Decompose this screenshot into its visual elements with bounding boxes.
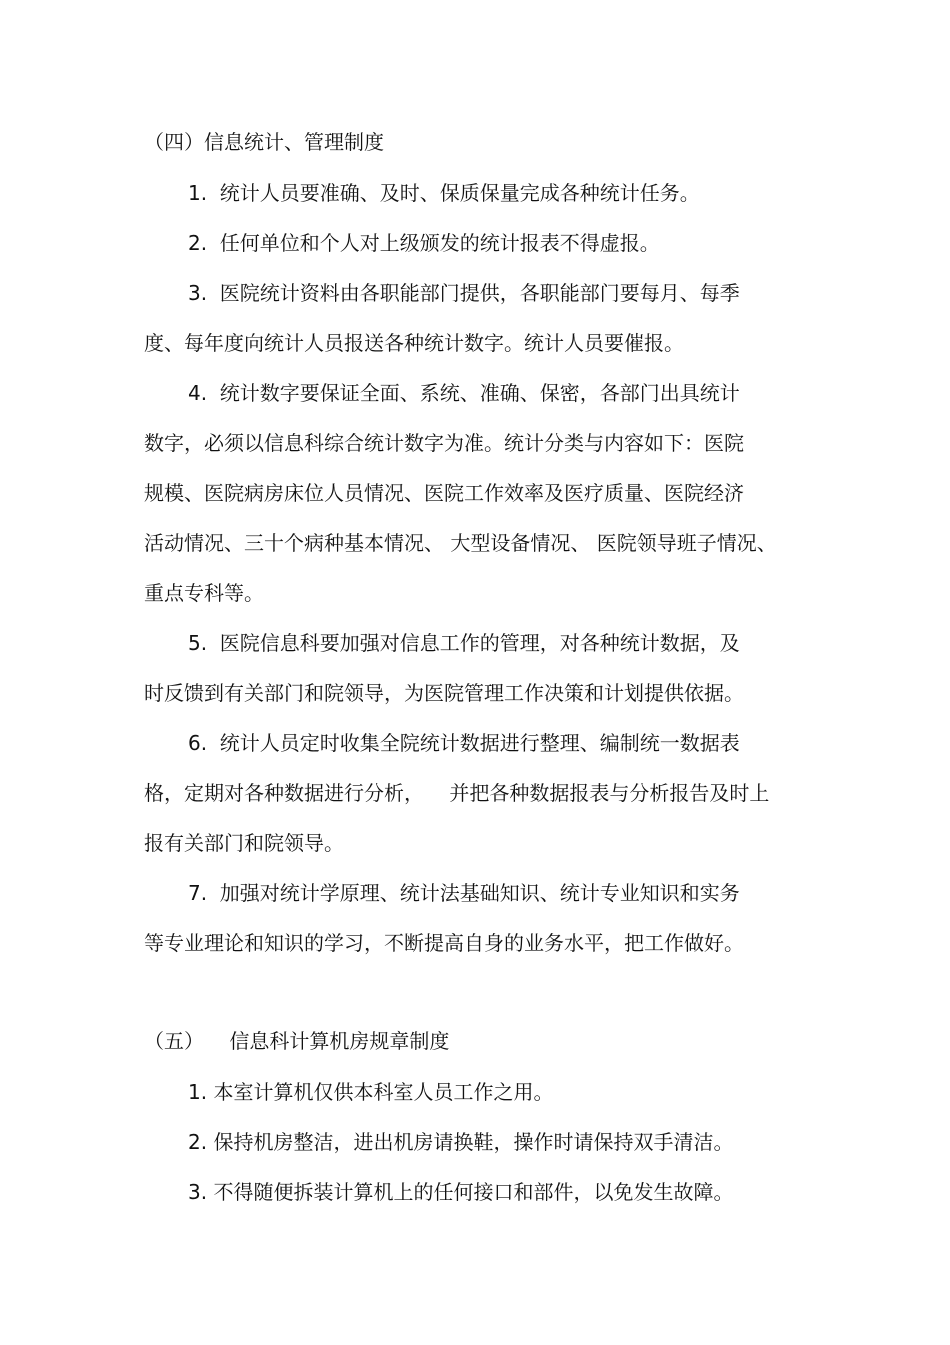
list-item-line: 报有关部门和院领导。 [144,831,344,855]
list-item-line: 等专业理论和知识的学习，不断提高自身的业务水平，把工作做好。 [144,931,744,955]
list-item-line: 3. 医院统计资料由各职能部门提供，各职能部门要每月、每季 [188,281,740,305]
list-item-line: 5. 医院信息科要加强对信息工作的管理，对各种统计数据，及 [188,631,740,655]
list-item-line: 7. 加强对统计学原理、统计法基础知识、统计专业知识和实务 [188,881,740,905]
list-item-line: 规模、医院病房床位人员情况、医院工作效率及医疗质量、医院经济 [144,481,744,505]
list-item-line: 时反馈到有关部门和院领导，为医院管理工作决策和计划提供依据。 [144,681,744,705]
section-heading: （四）信息统计、管理制度 [144,130,384,154]
list-item-line: 3. 不得随便拆装计算机上的任何接口和部件，以免发生故障。 [188,1180,734,1204]
list-item-line: 数字，必须以信息科综合统计数字为准。统计分类与内容如下：医院 [144,431,744,455]
list-item-line: 重点专科等。 [144,581,264,605]
list-item-line: 1. 本室计算机仅供本科室人员工作之用。 [188,1080,554,1104]
list-item-line: 6. 统计人员定时收集全院统计数据进行整理、编制统一数据表 [188,731,740,755]
list-item-line: 活动情况、三十个病种基本情况、 大型设备情况、 医院领导班子情况、 [144,531,777,555]
list-item-line: 2. 保持机房整洁，进出机房请换鞋，操作时请保持双手清洁。 [188,1130,734,1154]
list-item-line: 1. 统计人员要准确、及时、保质保量完成各种统计任务。 [188,181,700,205]
list-item-line: 格，定期对各种数据进行分析， 并把各种数据报表与分析报告及时上 [144,781,770,805]
list-item-line: 4. 统计数字要保证全面、系统、准确、保密，各部门出具统计 [188,381,740,405]
list-item-line: 度、每年度向统计人员报送各种统计数字。统计人员要催报。 [144,331,684,355]
section-heading: （五） 信息科计算机房规章制度 [144,1029,450,1053]
list-item-line: 2. 任何单位和个人对上级颁发的统计报表不得虚报。 [188,231,660,255]
